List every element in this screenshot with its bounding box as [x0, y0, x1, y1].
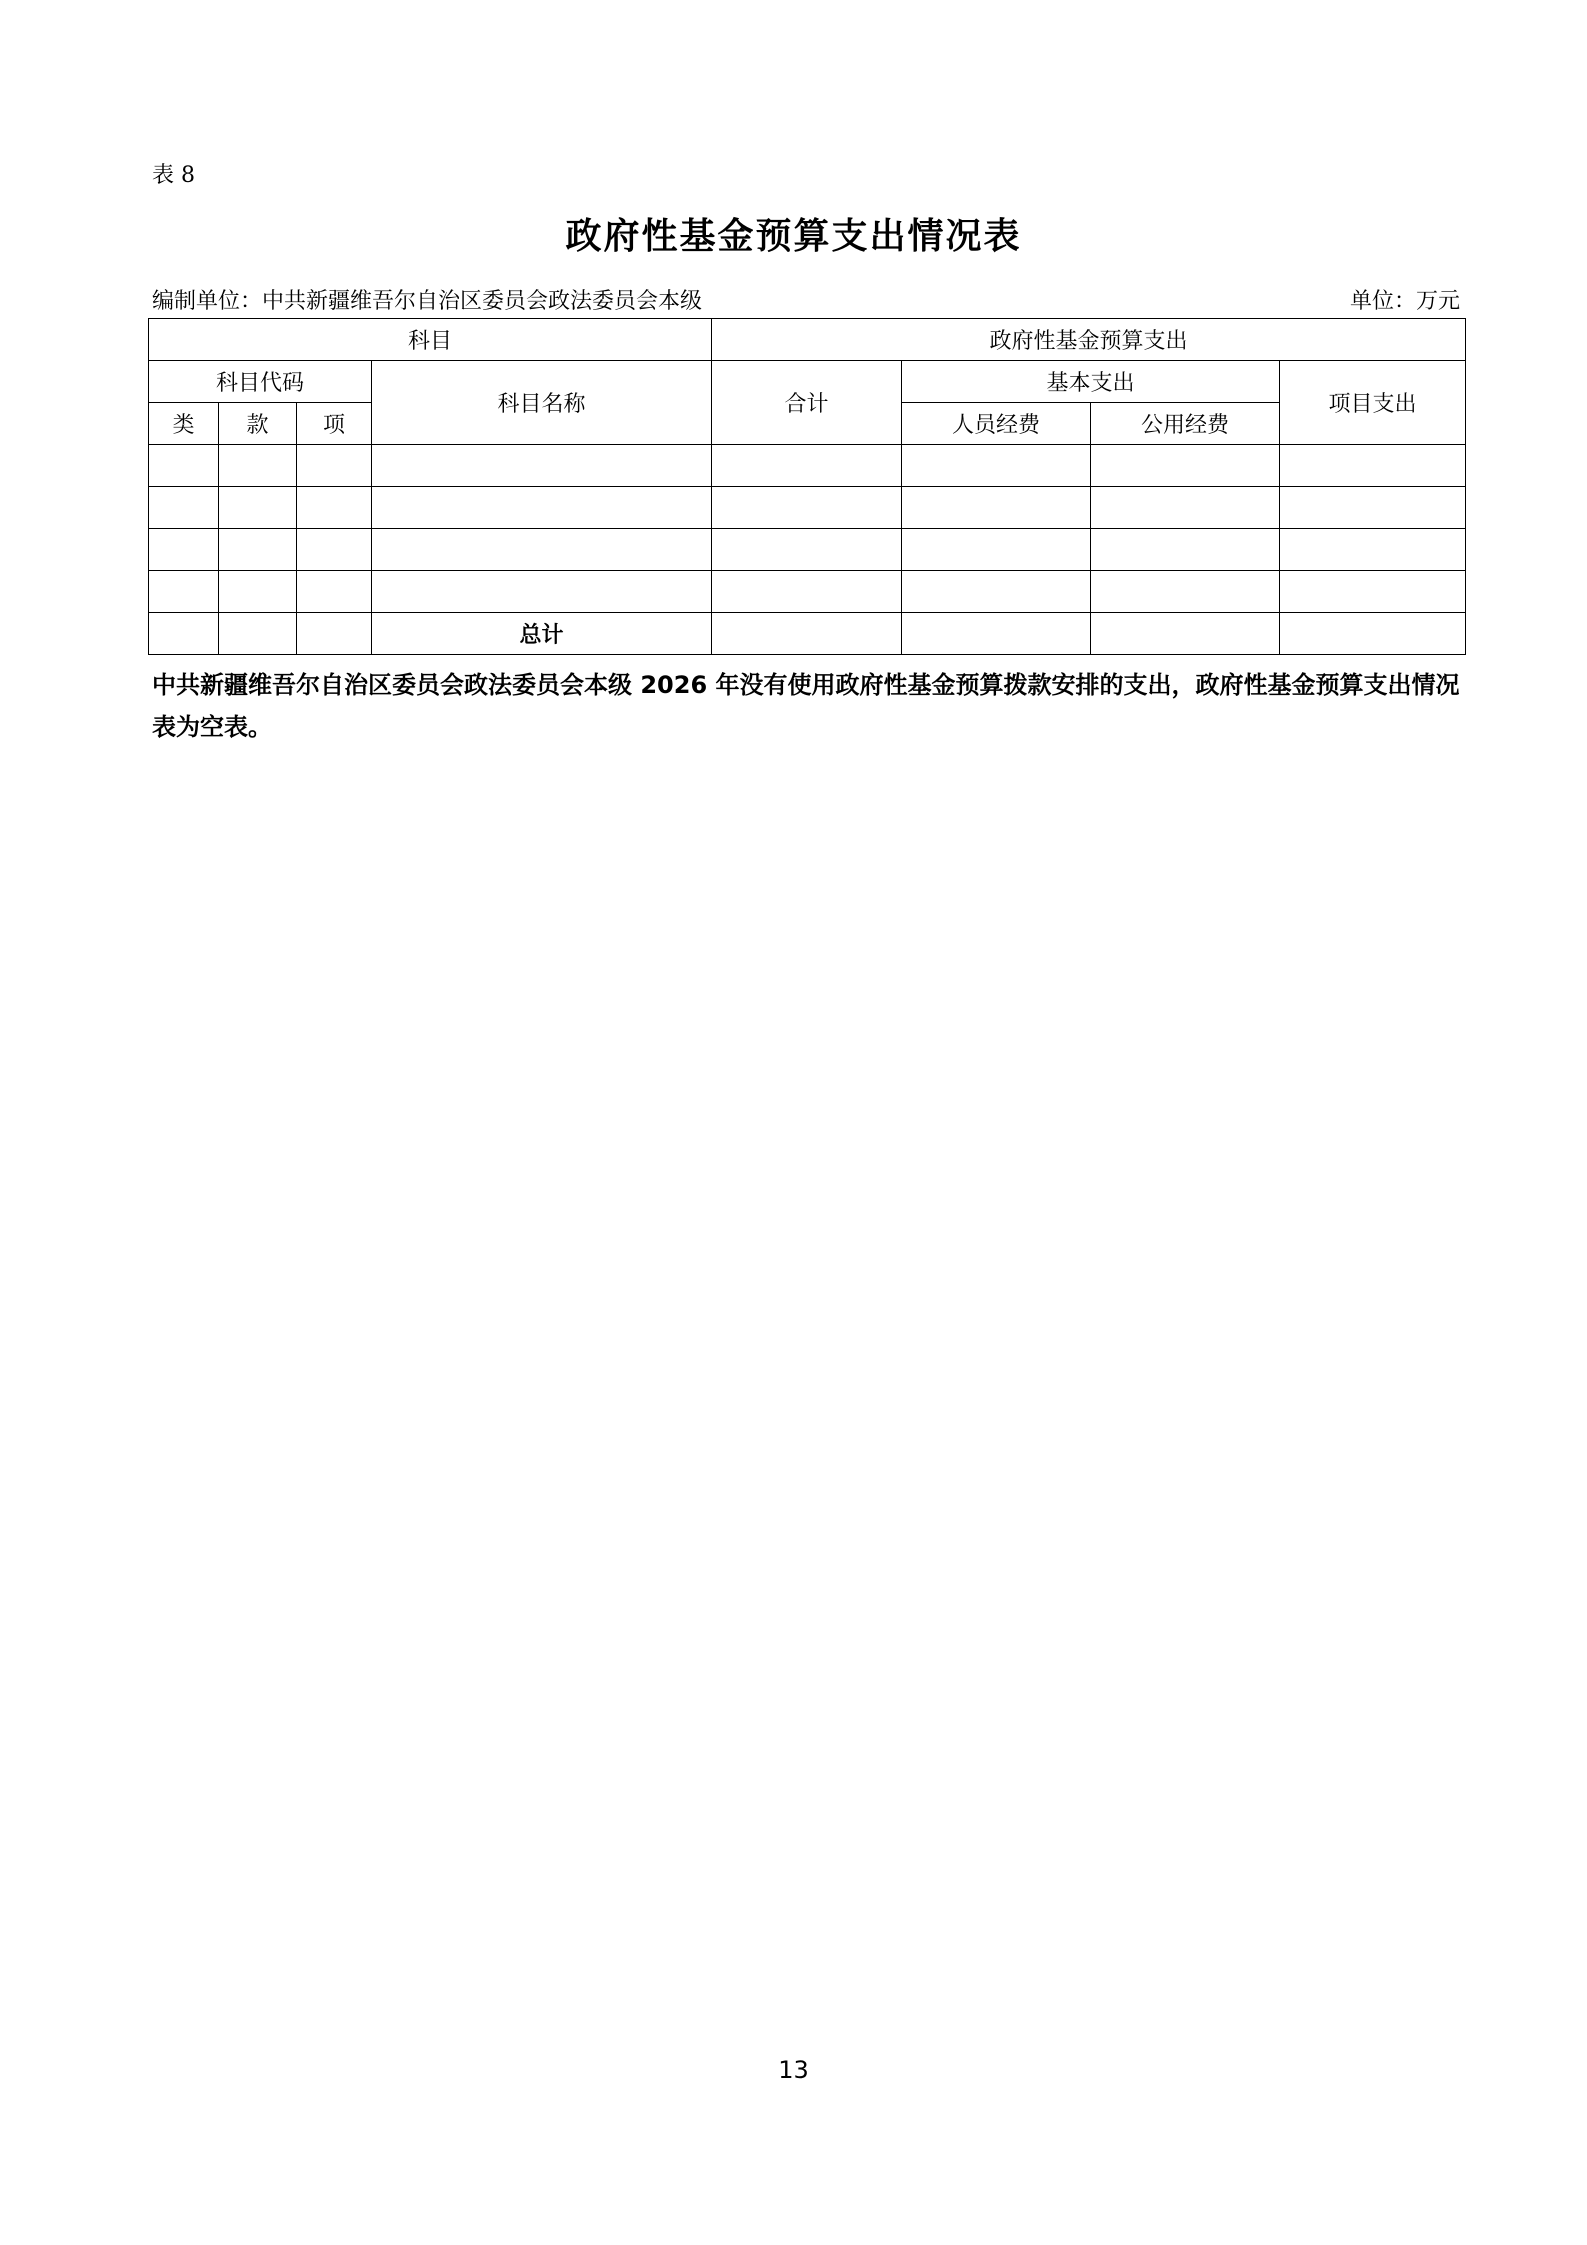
meta-row: [152, 284, 1460, 314]
table-cell: [149, 571, 219, 613]
page-title: 政府性基金预算支出情况表: [565, 216, 1022, 257]
table-cell: [1280, 487, 1466, 529]
table-cell: [297, 571, 372, 613]
table-cell: [297, 487, 372, 529]
table-cell: [372, 445, 712, 487]
header-total: 合计: [712, 361, 902, 445]
table-cell: [1280, 613, 1466, 655]
table-cell: [1091, 613, 1280, 655]
total-row: [149, 613, 1466, 655]
org-label: 编制单位：中共新疆维吾尔自治区委员会政法委员会本级: [152, 289, 703, 314]
table-cell: [149, 445, 219, 487]
empty-table-note: 中共新疆维吾尔自治区委员会政法委员会本级 2026 年没有使用政府性基金预算拨款安排的支出，政府性基金预算支出情况表为空表。: [152, 671, 1460, 741]
table-cell: [712, 529, 902, 571]
header-subject: 科目: [149, 319, 712, 361]
table-cell: [902, 571, 1091, 613]
table-cell: [372, 487, 712, 529]
table-row: [149, 445, 1466, 487]
header-personnel: 人员经费: [902, 403, 1091, 445]
header-code: 科目代码: [149, 361, 372, 403]
table-cell: [219, 613, 297, 655]
header-public: 公用经费: [1091, 403, 1280, 445]
page-number: 13: [778, 2056, 809, 2084]
table-cell: [1280, 571, 1466, 613]
header-name: 科目名称: [372, 361, 712, 445]
table-cell: [902, 529, 1091, 571]
budget-table: [148, 318, 1466, 655]
header-basic: 基本支出: [902, 361, 1280, 403]
total-label: 总计: [372, 613, 712, 655]
table-number: 表 8: [152, 163, 195, 188]
table-cell: [219, 529, 297, 571]
table-cell: [1091, 571, 1280, 613]
table-cell: [712, 487, 902, 529]
header-class: 类: [149, 403, 219, 445]
table-cell: [712, 613, 902, 655]
table-cell: [219, 487, 297, 529]
header-row-1: [149, 319, 1466, 361]
table-cell: [1091, 487, 1280, 529]
header-project: 项目支出: [1280, 361, 1466, 445]
table-cell: [902, 445, 1091, 487]
table-cell: [1091, 445, 1280, 487]
table-cell: [902, 487, 1091, 529]
table-cell: [219, 571, 297, 613]
header-row-2: [149, 361, 1466, 403]
table-cell: [297, 529, 372, 571]
table-cell: [297, 613, 372, 655]
table-row: [149, 487, 1466, 529]
table-cell: [1280, 529, 1466, 571]
table-cell: [1091, 529, 1280, 571]
header-expenditure: 政府性基金预算支出: [712, 319, 1466, 361]
table-cell: [149, 613, 219, 655]
table-cell: [712, 445, 902, 487]
unit-label: 单位：万元: [1349, 289, 1460, 314]
table-cell: [372, 529, 712, 571]
table-row: [149, 571, 1466, 613]
table-cell: [149, 529, 219, 571]
table-cell: [219, 445, 297, 487]
header-item: 项: [297, 403, 372, 445]
header-section: 款: [219, 403, 297, 445]
table-cell: [712, 571, 902, 613]
table-cell: [902, 613, 1091, 655]
table-cell: [1280, 445, 1466, 487]
table-cell: [149, 487, 219, 529]
table-row: [149, 529, 1466, 571]
table-cell: [372, 571, 712, 613]
table-cell: [297, 445, 372, 487]
